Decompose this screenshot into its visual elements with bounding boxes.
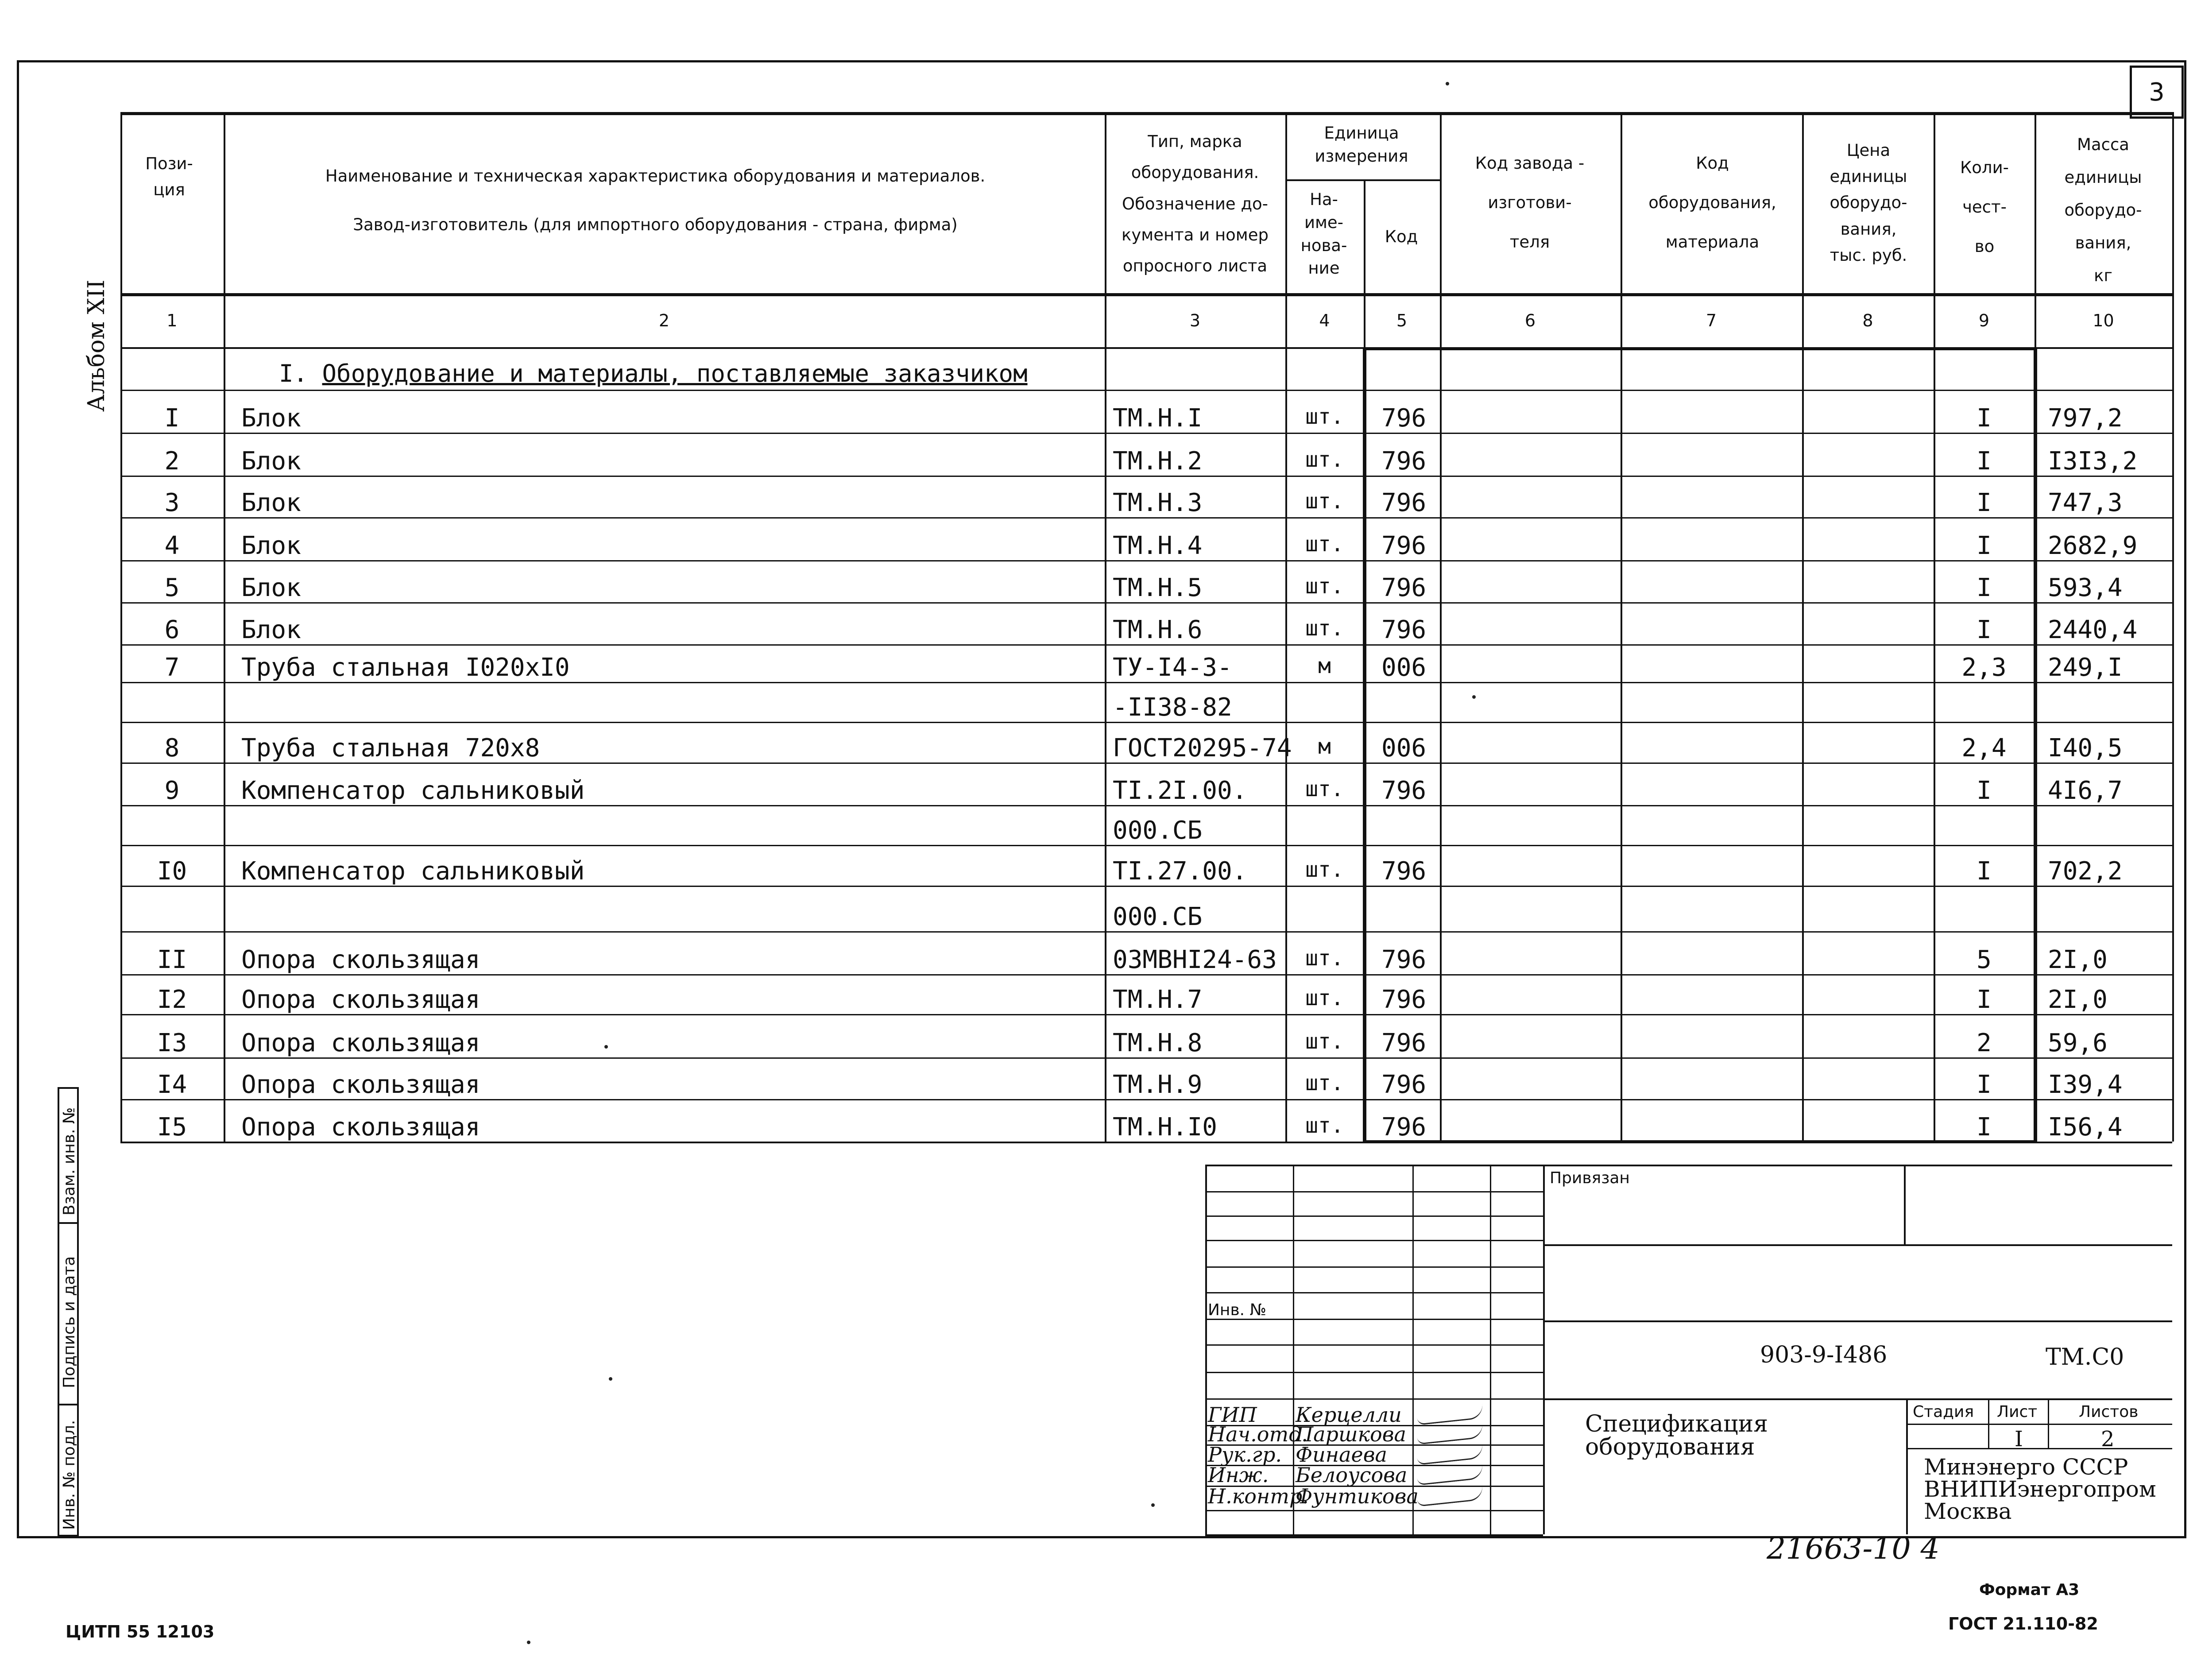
- unit-name-cell: м: [1318, 654, 1331, 678]
- unit-name-cell: шт.: [1305, 489, 1344, 514]
- signer-name: Фунтикова: [1296, 1484, 1419, 1508]
- header-manufacturer-code: Код завода - изготови- теля: [1475, 154, 1585, 252]
- mass-cell: 2I,0: [2048, 985, 2108, 1014]
- type-cell: ТI.2I.00.: [1113, 776, 1247, 805]
- unit-name-cell: шт.: [1305, 857, 1344, 882]
- stage-column: [2048, 1398, 2049, 1448]
- title-block-row: [1205, 1266, 1543, 1268]
- position-cell: I5: [157, 1113, 187, 1142]
- type-cell: ТМ.Н.7: [1113, 985, 1203, 1014]
- name-cell: Компенсатор сальниковый: [241, 776, 585, 805]
- column-number-8: 8: [1862, 311, 1873, 330]
- type-cell: ГОСТ20295-74: [1113, 734, 1292, 763]
- section-title-text: Оборудование и материалы, поставляемые заказчиком: [322, 360, 1028, 387]
- sheet-label: Лист: [1997, 1403, 2038, 1421]
- name-cell: Компенсатор сальниковый: [241, 857, 585, 886]
- name-cell: Опора скользящая: [241, 1113, 480, 1142]
- type-cell: ТМ.Н.2: [1113, 447, 1203, 476]
- column-number-2: 2: [658, 311, 670, 330]
- name-cell: Труба стальная I020хI0: [241, 653, 570, 682]
- title-block-row: [1543, 1320, 2172, 1322]
- header-type: Тип, марка оборудования. Обозначение до- кумента и номер опросного листа: [1122, 132, 1269, 276]
- row-divider: [120, 560, 2172, 561]
- header-quantity: Коли- чест- во: [1960, 158, 2009, 256]
- unit-code-cell: 796: [1381, 985, 1427, 1014]
- unit-code-cell: 796: [1381, 945, 1427, 974]
- position-cell: I0: [157, 857, 187, 886]
- title-block-column: [1490, 1165, 1491, 1534]
- document-title: Спецификация оборудования: [1585, 1411, 1768, 1460]
- row-divider: [120, 602, 2172, 604]
- quantity-cell: I: [1977, 573, 1992, 602]
- side-stamp-divider: [58, 1222, 79, 1224]
- position-cell: 7: [164, 653, 180, 682]
- column-divider: [224, 112, 225, 1142]
- mass-cell: 249,I: [2048, 653, 2123, 682]
- sheets-label: Листов: [2079, 1403, 2139, 1421]
- unit-name-cell: шт.: [1305, 532, 1344, 557]
- column-divider: [1802, 112, 1804, 1142]
- stage-row: [1906, 1448, 2172, 1449]
- type-cell: 03МВНI24-63: [1113, 945, 1277, 974]
- mass-cell: 747,3: [2048, 488, 2123, 517]
- title-block-row: [1543, 1398, 2172, 1400]
- side-stamp-divider: [58, 1404, 79, 1405]
- quantity-cell: I: [1977, 531, 1992, 560]
- stage-column: [1988, 1398, 1989, 1448]
- side-stamp-replace-inv: Взам. инв. №: [60, 1107, 78, 1215]
- quantity-cell: I: [1977, 488, 1992, 517]
- mass-cell: I40,5: [2048, 734, 2123, 763]
- unit-name-cell: шт.: [1305, 1071, 1344, 1095]
- signer-name: Белоусова: [1296, 1463, 1408, 1487]
- mass-cell: 797,2: [2048, 404, 2123, 433]
- sheets-value: 2: [2101, 1427, 2115, 1452]
- row-divider: [120, 517, 2172, 519]
- position-cell: II: [157, 945, 187, 974]
- row-divider: [120, 722, 2172, 723]
- name-cell: Труба стальная 720х8: [241, 734, 540, 763]
- unit-header-divider: [1285, 179, 1440, 181]
- name-cell: Блок: [241, 615, 301, 644]
- unit-code-cell: 796: [1381, 857, 1427, 886]
- signer-name: Паршкова: [1296, 1422, 1406, 1446]
- name-cell: Блок: [241, 531, 301, 560]
- unit-code-cell: 796: [1381, 573, 1427, 602]
- bold-frame-top: [1364, 347, 2036, 350]
- column-number-7: 7: [1706, 311, 1717, 330]
- title-block-column: [1293, 1165, 1294, 1534]
- quantity-cell: I: [1977, 1113, 1992, 1142]
- handwritten-inventory-number: 21663-10 4: [1767, 1531, 1940, 1566]
- column-number-9: 9: [1978, 311, 1990, 330]
- tsitp-label: ЦИТП 55 12103: [66, 1622, 215, 1641]
- column-divider: [1621, 112, 1622, 1142]
- table-top-border: [120, 112, 2172, 115]
- document-code: ТМ.С0: [2046, 1344, 2124, 1370]
- scan-speck: [1472, 695, 1476, 699]
- position-cell: I4: [157, 1070, 187, 1099]
- type-cell: 000.СБ: [1113, 816, 1203, 845]
- quantity-cell: I: [1977, 985, 1992, 1014]
- position-cell: I2: [157, 985, 187, 1014]
- privyazan-divider: [1904, 1165, 1906, 1244]
- mass-cell: I56,4: [2048, 1113, 2123, 1142]
- unit-name-cell: шт.: [1305, 447, 1344, 472]
- row-divider: [120, 1014, 2172, 1015]
- position-cell: 4: [164, 531, 180, 560]
- title-block-left: [1205, 1165, 1207, 1534]
- row-divider: [120, 1057, 2172, 1059]
- quantity-cell: I: [1977, 404, 1992, 433]
- scan-speck: [604, 1045, 608, 1049]
- type-cell: ТМ.Н.6: [1113, 615, 1203, 644]
- quantity-cell: 2,4: [1961, 734, 2007, 763]
- bold-frame-bottom: [1364, 1140, 2036, 1143]
- position-cell: I: [164, 404, 180, 433]
- title-block-row: [1543, 1244, 2172, 1246]
- scan-speck: [609, 1377, 612, 1381]
- unit-code-cell: 796: [1381, 1070, 1427, 1099]
- unit-code-cell: 006: [1381, 653, 1427, 682]
- mass-cell: 593,4: [2048, 573, 2123, 602]
- unit-name-cell: шт.: [1305, 574, 1344, 599]
- signature-row: [1205, 1510, 1543, 1511]
- unit-code-cell: 796: [1381, 488, 1427, 517]
- header-mass: Масса единицы оборудо- вания, кг: [2064, 135, 2142, 285]
- name-cell: Блок: [241, 404, 301, 433]
- title-block-row: [1205, 1292, 1543, 1293]
- row-divider: [120, 1099, 2172, 1100]
- name-cell: Опора скользящая: [241, 1070, 480, 1099]
- signer-role: Инж.: [1208, 1463, 1269, 1487]
- position-cell: 5: [164, 573, 180, 602]
- name-cell: Блок: [241, 447, 301, 476]
- header-price: Цена единицы оборудо- вания, тыс. руб.: [1830, 141, 1907, 265]
- unit-name-cell: шт.: [1305, 777, 1344, 801]
- title-block-row: [1205, 1398, 1543, 1400]
- type-cell: ТМ.Н.I0: [1113, 1113, 1218, 1142]
- mass-cell: 702,2: [2048, 857, 2123, 886]
- header-name: Наименование и техническая характеристика оборудования и материалов.: [325, 166, 986, 186]
- quantity-cell: I: [1977, 447, 1992, 476]
- document-number-main: 903-9-I4: [1760, 1342, 1858, 1368]
- unit-code-cell: 796: [1381, 404, 1427, 433]
- column-number-3: 3: [1189, 311, 1201, 330]
- section-title: [279, 360, 1028, 387]
- unit-name-cell: шт.: [1305, 946, 1344, 971]
- position-cell: 6: [164, 615, 180, 644]
- mass-cell: 2440,4: [2048, 615, 2138, 644]
- unit-code-cell: 796: [1381, 1029, 1427, 1057]
- side-stamp-original-inv: Инв. № подл.: [60, 1420, 78, 1530]
- title-block-row: [1205, 1344, 1543, 1346]
- sheet-number: 3: [2130, 66, 2184, 119]
- row-divider: [120, 433, 2172, 434]
- column-number-6: 6: [1524, 311, 1536, 330]
- name-cell: Опора скользящая: [241, 945, 480, 974]
- column-number-5: 5: [1396, 311, 1408, 330]
- mass-cell: 4I6,7: [2048, 776, 2123, 805]
- header-unit-code: Код: [1385, 227, 1418, 246]
- header-equipment-code: Код оборудования, материала: [1648, 154, 1776, 252]
- row-divider: [120, 644, 2172, 646]
- unit-code-cell: 006: [1381, 734, 1427, 763]
- scan-speck: [527, 1641, 530, 1644]
- quantity-cell: I: [1977, 857, 1992, 886]
- type-cell: 000.СБ: [1113, 902, 1203, 931]
- type-cell: ТУ-I4-3-: [1113, 653, 1232, 682]
- title-block-bottom: [1205, 1534, 1543, 1536]
- column-number-10: 10: [2093, 311, 2114, 330]
- name-cell: Блок: [241, 573, 301, 602]
- position-cell: 2: [164, 447, 180, 476]
- title-block-row: [1205, 1240, 1543, 1241]
- mass-cell: 2682,9: [2048, 531, 2138, 560]
- unit-name-cell: м: [1318, 734, 1331, 759]
- stage-label: Стадия: [1913, 1403, 1974, 1421]
- section-prefix: I.: [279, 360, 322, 387]
- mass-cell: 59,6: [2048, 1029, 2108, 1057]
- row-divider: [120, 886, 2172, 887]
- unit-code-cell: 796: [1381, 776, 1427, 805]
- column-number-1: 1: [166, 311, 178, 330]
- sheet-value: I: [2015, 1427, 2023, 1452]
- stage-row: [1906, 1424, 2172, 1425]
- unit-code-cell: 796: [1381, 1113, 1427, 1142]
- document-number: [1760, 1342, 1887, 1368]
- quantity-cell: I: [1977, 776, 1992, 805]
- scan-speck: [1151, 1503, 1155, 1507]
- row-divider: [120, 845, 2172, 846]
- header-unit: Единица измерения: [1315, 124, 1408, 166]
- mass-cell: I39,4: [2048, 1070, 2123, 1099]
- position-cell: 3: [164, 488, 180, 517]
- row-divider: [120, 763, 2172, 764]
- type-cell: ТМ.Н.5: [1113, 573, 1203, 602]
- row-divider: [120, 931, 2172, 933]
- unit-code-cell: 796: [1381, 447, 1427, 476]
- signer-role: ГИП: [1208, 1403, 1257, 1427]
- name-cell: Опора скользящая: [241, 985, 480, 1014]
- type-cell: ТМ.Н.4: [1113, 531, 1203, 560]
- unit-code-cell: 796: [1381, 615, 1427, 644]
- quantity-cell: 2: [1977, 1029, 1992, 1057]
- mass-cell: 2I,0: [2048, 945, 2108, 974]
- unit-name-cell: шт.: [1305, 1029, 1344, 1054]
- title-block-column: [1412, 1165, 1414, 1534]
- title-block-row: [1205, 1372, 1543, 1373]
- signer-role: Нач.отд.: [1208, 1422, 1308, 1446]
- unit-name-cell: шт.: [1305, 986, 1344, 1010]
- type-cell: ТI.27.00.: [1113, 857, 1247, 886]
- privyazan-label: Привязан: [1550, 1169, 1630, 1187]
- stage-divider: [1906, 1398, 1908, 1534]
- row-divider: [120, 390, 2172, 391]
- signer-role: Н.контр.: [1208, 1484, 1309, 1508]
- gost-label: ГОСТ 21.110-82: [1948, 1614, 2098, 1634]
- title-block-top: [1205, 1165, 2172, 1166]
- quantity-cell: I: [1977, 615, 1992, 644]
- title-block-row: [1205, 1191, 1543, 1192]
- type-cell: ТМ.Н.3: [1113, 488, 1203, 517]
- quantity-cell: I: [1977, 1070, 1992, 1099]
- type-cell: ТМ.Н.I: [1113, 404, 1203, 433]
- type-cell: -II38-82: [1113, 693, 1232, 722]
- unit-name-cell: шт.: [1305, 1113, 1344, 1138]
- name-cell: Опора скользящая: [241, 1029, 480, 1057]
- row-divider: [120, 805, 2172, 806]
- position-cell: I3: [157, 1029, 187, 1057]
- header-unit-name: На- име- нова- ние: [1300, 190, 1347, 278]
- signer-role: Рук.гр.: [1208, 1443, 1282, 1467]
- type-cell: ТМ.Н.9: [1113, 1070, 1203, 1099]
- row-divider: [120, 682, 2172, 683]
- type-cell: ТМ.Н.8: [1113, 1029, 1203, 1057]
- position-cell: 9: [164, 776, 180, 805]
- signer-name: Финаева: [1296, 1443, 1387, 1467]
- album-label: Альбом XII: [83, 279, 110, 412]
- row-divider: [120, 974, 2172, 975]
- header-manufacturer: Завод-изготовитель (для импортного оборудования - страна, фирма): [353, 215, 958, 234]
- scan-speck: [1446, 82, 1449, 85]
- quantity-cell: 2,3: [1961, 653, 2007, 682]
- unit-name-cell: шт.: [1305, 404, 1344, 429]
- unit-code-cell: 796: [1381, 531, 1427, 560]
- header-position: Пози- ция: [145, 154, 193, 200]
- position-cell: 8: [164, 734, 180, 763]
- name-cell: Блок: [241, 488, 301, 517]
- inventory-number-label: Инв. №: [1208, 1301, 1267, 1319]
- column-divider: [2172, 112, 2174, 1142]
- title-block-row: [1205, 1215, 1543, 1217]
- unit-name-cell: шт.: [1305, 616, 1344, 641]
- organization: Минэнерго СССР ВНИПИэнергопром Москва: [1924, 1454, 2156, 1524]
- column-number-4: 4: [1319, 311, 1330, 330]
- document-number-suffix: 86: [1858, 1342, 1888, 1368]
- row-divider: [120, 476, 2172, 477]
- column-divider: [1440, 112, 1442, 1142]
- mass-cell: I3I3,2: [2048, 447, 2138, 476]
- signer-name: Керцелли: [1296, 1403, 1402, 1427]
- title-block-divider: [1543, 1165, 1545, 1534]
- quantity-cell: 5: [1977, 945, 1992, 974]
- side-stamp-signature-date: Подпись и дата: [60, 1256, 78, 1388]
- header-divider: [120, 293, 2172, 296]
- format-label: Формат А3: [1979, 1581, 2080, 1599]
